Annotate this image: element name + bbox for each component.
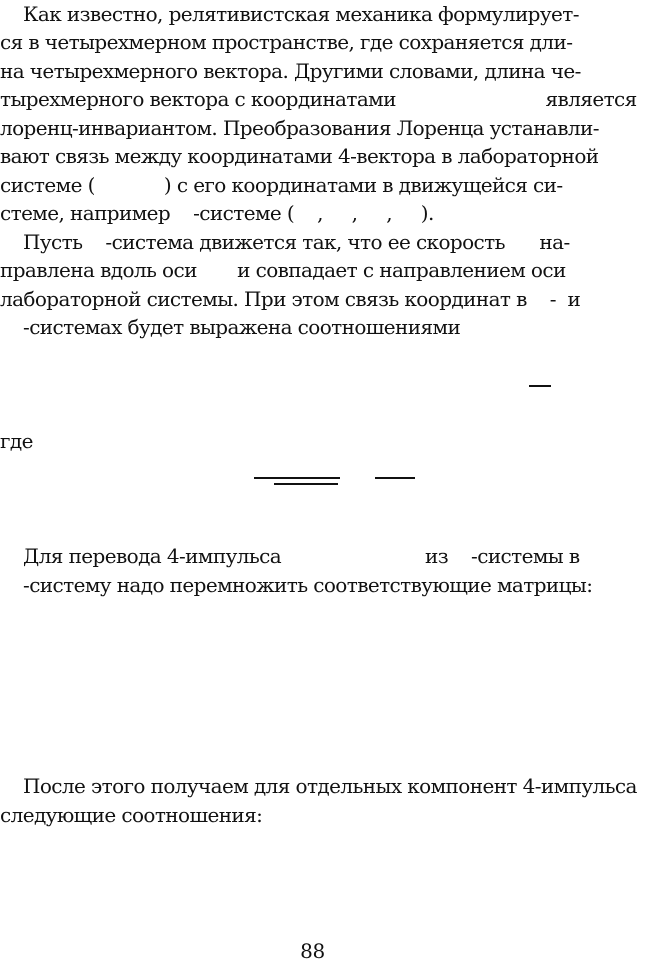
text-line: тырехмерного вектора с координатами является [0, 87, 637, 111]
text-line: -систему надо перемножить соответствующие матрицы: [0, 573, 593, 597]
text-line: ся в четырехмерном пространстве, где сохраняется дли- [0, 30, 573, 54]
text-line: на четырехмерного вектора. Другими словами, длина че- [0, 59, 581, 83]
text-line: правлена вдоль оси и совпадает с направлением оси [0, 258, 566, 282]
text-line: -системах будет выражена соотношениями [0, 315, 461, 339]
fraction-bar [274, 483, 338, 485]
text-line: Пусть -система движется так, что ее скорость на- [0, 230, 570, 254]
text-line: лабораторной системы. При этом связь координат в - и [0, 287, 581, 311]
text-line: стеме, например -системе ( , , , ). [0, 201, 434, 225]
text-line: лоренц-инвариантом. Преобразования Лоренца устанавли- [0, 116, 599, 140]
text-line: После этого получаем для отдельных компонент 4-импульса [0, 774, 637, 798]
where-label: где [0, 429, 33, 453]
text-line: системе ( ) с его координатами в движущейся си- [0, 173, 563, 197]
text-line: следующие соотношения: [0, 803, 263, 827]
fraction-bar [529, 385, 551, 387]
fraction-bar [375, 477, 415, 479]
text-line: Как известно, релятивистская механика формулирует- [0, 2, 579, 26]
text-line: вают связь между координатами 4-вектора в лабораторной [0, 144, 599, 168]
text-line: Для перевода 4-импульса из -системы в [0, 544, 580, 568]
page-number: 88 [300, 939, 325, 963]
fraction-bar [254, 477, 340, 479]
